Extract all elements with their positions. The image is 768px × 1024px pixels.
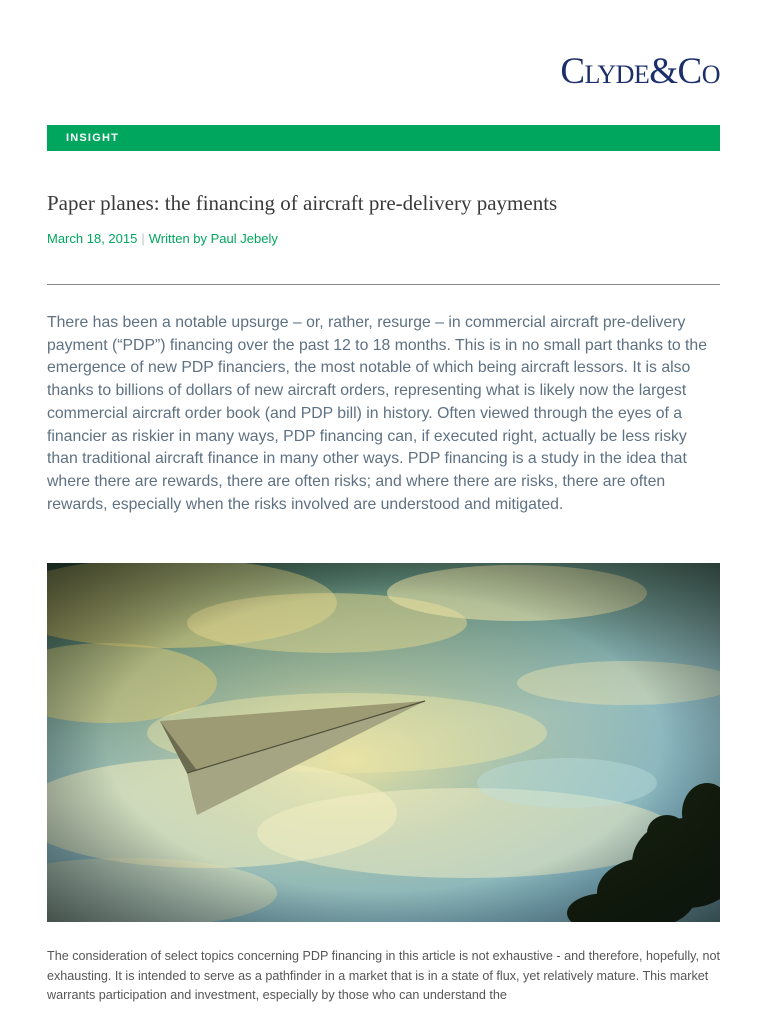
author-byline: Written by Paul Jebely xyxy=(148,231,278,246)
insight-label: INSIGHT xyxy=(66,132,120,144)
insight-banner xyxy=(47,125,720,151)
publish-date: March 18, 2015 xyxy=(47,231,138,246)
body-paragraph: The consideration of select topics concerning PDP financing in this article is not exhaustive - and therefore, hopefully, not exhausting. It is intended to serve as a pathfinder in a market that is in a state of flux, yet relatively mature. This market warrants participation and investment, especially by those who can understand the xyxy=(47,949,720,1003)
paper-plane-photo xyxy=(47,563,720,922)
meta-separator: | xyxy=(141,231,145,246)
divider xyxy=(47,284,720,285)
article-meta xyxy=(47,230,278,247)
article-title: Paper planes: the financing of aircraft pre-delivery payments xyxy=(47,191,558,215)
hero-image xyxy=(47,563,720,922)
clyde-co-logo: Clyde&Co xyxy=(560,51,720,92)
intro-paragraph: There has been a notable upsurge – or, rather, resurge – in commercial aircraft pre-delivery payment (“PDP”) financing over the past 12 to 18 months. This is in no small part thanks to the emergence of new PDP financiers, the most notable of which being aircraft lessors. It is also thanks to billions of dollars of new aircraft orders, representing what is likely now the largest commercial aircraft order book (and PDP bill) in history. Often viewed through the eyes of a financier as riskier in many ways, PDP financing can, if executed right, actually be less risky than traditional aircraft finance in many other ways. PDP financing is a study in the idea that where there are rewards, there are often risks; and where there are risks, there are often rewards, especially when the risks involved are understood and mitigated. xyxy=(47,314,707,513)
